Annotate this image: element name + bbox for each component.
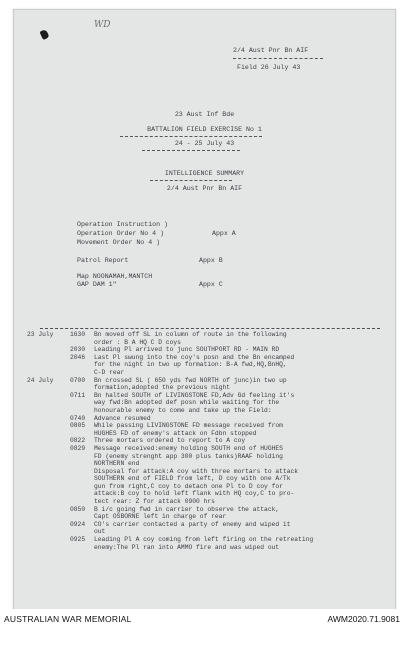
appendix-patrol-label: Patrol Report xyxy=(77,257,129,264)
entry-time: 0740 xyxy=(70,414,86,422)
entry-time: 0829 xyxy=(70,444,86,452)
header-unit: 2/4 Aust Pnr Bn AIF xyxy=(233,47,309,54)
entry-date xyxy=(27,536,70,551)
summary-title: INTELLIGENCE SUMMARY xyxy=(164,170,245,177)
entry-text: Advance resumed xyxy=(94,414,151,422)
diary-entry xyxy=(27,445,389,506)
entry-date xyxy=(27,506,70,521)
appendix-c-label: Appx C xyxy=(199,281,223,288)
entry-text: CO's carrier contacted a party of enemy and wiped it out xyxy=(94,520,291,536)
entry-date xyxy=(27,354,70,377)
ink-blot-mark xyxy=(39,29,49,40)
entry-time: 0925 xyxy=(70,536,86,544)
entry-time: 0850 xyxy=(70,505,86,513)
archive-name: AUSTRALIAN WAR MEMORIAL xyxy=(4,614,132,624)
summary-unit: 2/4 Aust Pnr Bn AIF xyxy=(166,185,243,192)
exercise-underline xyxy=(120,136,262,137)
appendix-ops-line: Movement Order No 4 ) xyxy=(77,239,161,246)
section-divider xyxy=(40,328,380,329)
diary-entry xyxy=(27,437,389,445)
appendix-a-label: Appx A xyxy=(212,230,236,237)
entry-text: While passing LIVINGSTONE FD message received from HUGHES FD of enemy's attack on Fdbn stopped xyxy=(94,422,283,437)
exercise-dates: 24 - 25 July 43 xyxy=(174,140,235,147)
diary-entry xyxy=(27,331,389,346)
diary-entry xyxy=(27,392,389,415)
entry-text: B i/c going fwd in carrier to observe the attack, Capt OSBORNE left in charge of rear xyxy=(94,505,280,521)
appendix-map-line: Map NOONAMAH,MANTCH xyxy=(77,273,153,280)
entry-text: Bn crossed SL ( 650 yds fwd NORTH of junc)in two up formation,adopted the previous night xyxy=(94,376,287,392)
entry-date: 23 July xyxy=(27,331,54,338)
entry-text: Last Pl swung into the coy's posn and the Bn encamped for the night in two up formation: B-A fwd,HQ,BnHQ, C-D rear xyxy=(94,353,295,376)
diary-entry xyxy=(27,346,389,354)
entry-text: Bn halted SOUTH of LIVINGSTONE FD,Adv Gd feeling it's way fwd:Bn adopted def posn while waiting for the honourable enemy to come and take up the Field: xyxy=(94,391,295,414)
header-date: Field 26 July 43 xyxy=(237,64,301,71)
entry-date xyxy=(27,521,70,536)
entry-date xyxy=(27,445,70,506)
entry-text: Leading Pl arrived to junc SOUTHPORT RD - MAIN RD xyxy=(94,346,280,354)
entry-time: 0711 xyxy=(70,391,86,399)
entry-time: 0822 xyxy=(70,437,86,445)
archive-reference: AWM2020.71.9081 xyxy=(327,614,400,624)
header-divider xyxy=(233,58,323,59)
exercise-title: BATTALION FIELD EXERCISE No 1 xyxy=(147,126,262,133)
handwritten-mark: WD xyxy=(94,20,111,30)
war-diary-entries xyxy=(27,331,389,551)
appendix-ops-line: Operation Instruction ) xyxy=(77,221,169,228)
entry-time: 0805 xyxy=(70,422,86,430)
diary-entry xyxy=(27,536,389,551)
diary-entry xyxy=(27,521,389,536)
entry-time: 0924 xyxy=(70,520,86,528)
diary-entry xyxy=(27,377,389,392)
diary-entry xyxy=(27,506,389,521)
entry-time: 1630 xyxy=(70,331,86,338)
dates-underline xyxy=(142,150,240,151)
appendix-ops-line: Operation Order No 4 ) xyxy=(77,230,165,237)
diary-entry xyxy=(27,422,389,437)
diary-entry xyxy=(27,354,389,377)
appendix-b-label: Appx B xyxy=(199,257,223,264)
diary-entry xyxy=(27,415,389,423)
document-page xyxy=(13,9,396,611)
entry-date xyxy=(27,422,70,437)
entry-time: 0700 xyxy=(70,376,86,384)
entry-time: 2046 xyxy=(70,353,86,361)
entry-text: Message received:enemy holding SOUTH end of HUGHES FD (enemy strenght app 300 plus tanks)RAAF holding NORTHERN end Disposal for attack:A coy with three mortars to attack SOUTHERN end of FIELD from left, D coy with one A/Tk gun from right,C coy to detach one Pl to D coy for attack:B coy to hold left flank with HQ coy,C to pro- tect rear: Z for attack 0900 hrs xyxy=(94,444,299,506)
entry-text: Bn moved off SL in column of route in the following order : B A HQ C D coys xyxy=(94,331,287,346)
entry-date: 24 July xyxy=(27,376,54,384)
entry-date xyxy=(27,346,70,354)
entry-date xyxy=(27,415,70,423)
appendix-map-line: GAP DAM 1" xyxy=(77,281,117,288)
brigade-title: 23 Aust Inf Bde xyxy=(174,111,235,118)
entry-date xyxy=(27,392,70,415)
entry-date xyxy=(27,437,70,445)
entry-text: Leading Pl A coy coming from left firing on the retreating enemy:The Pl ran into AMMO fire and was wiped out xyxy=(94,536,314,551)
entry-time: 2030 xyxy=(70,346,86,354)
summary-underline xyxy=(150,180,232,181)
entry-text: Three mortars ordered to report to A coy xyxy=(94,437,246,445)
